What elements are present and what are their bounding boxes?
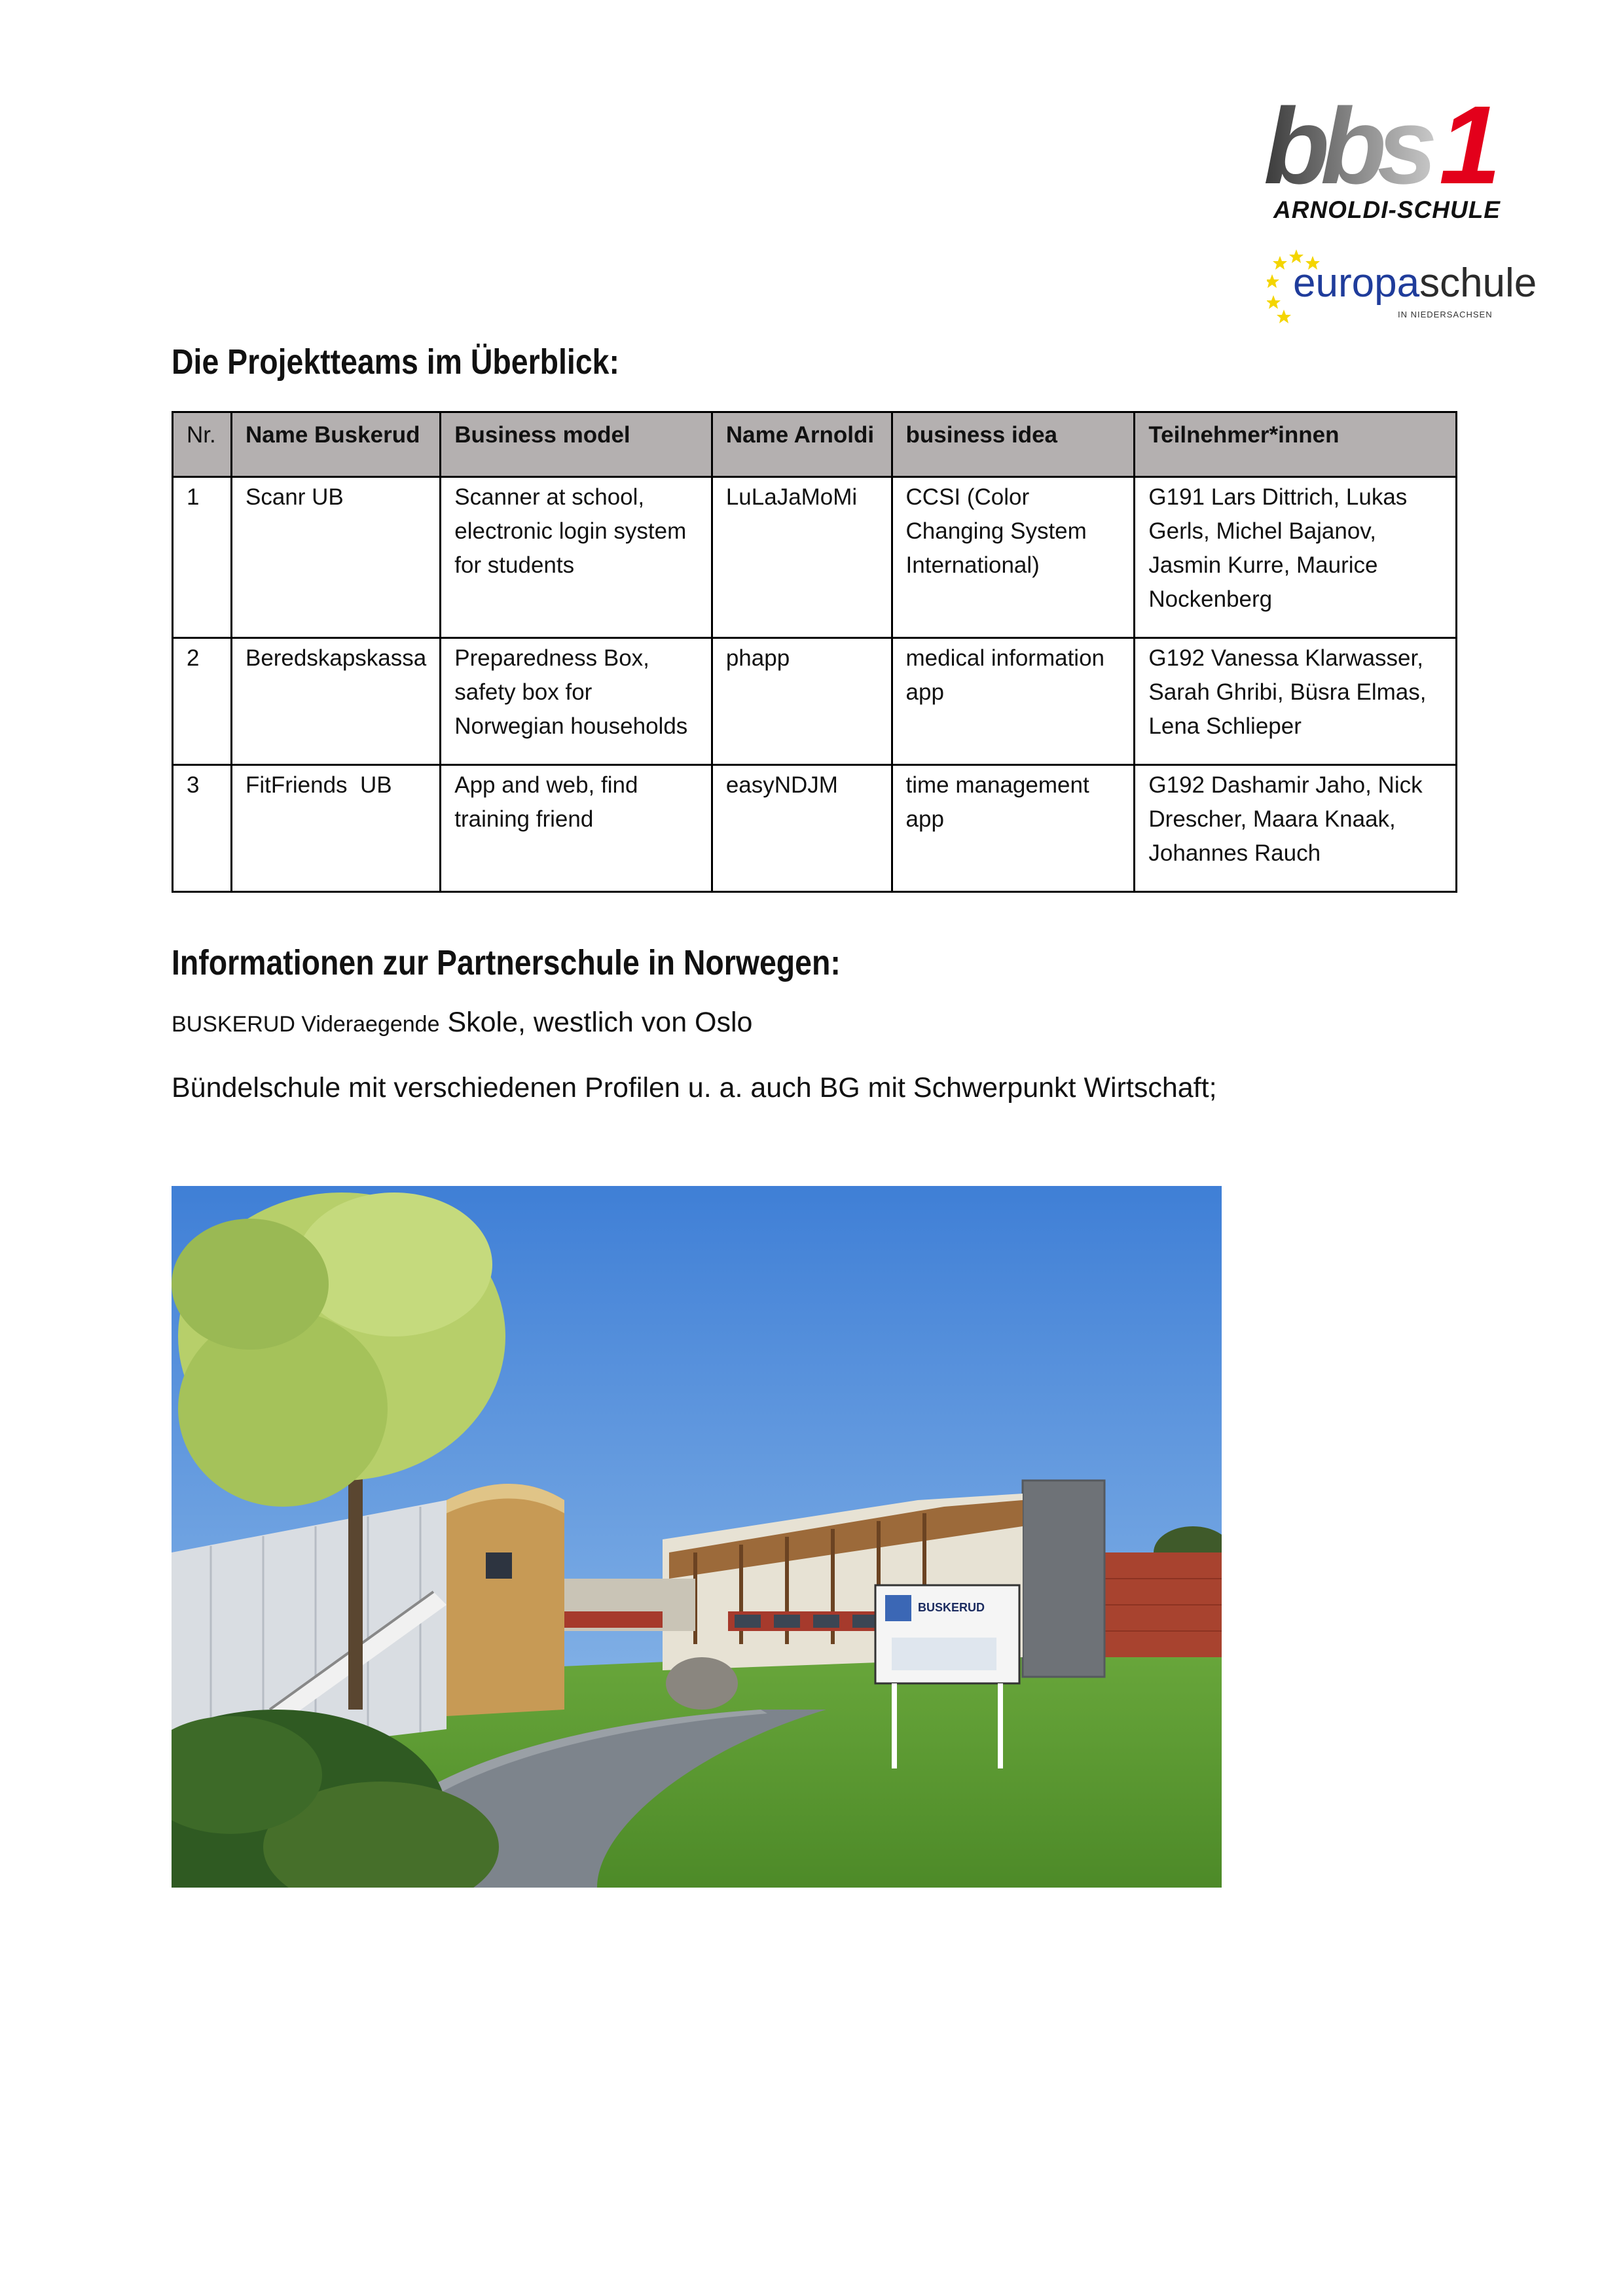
cell-business-model: App and web, find training friend bbox=[441, 765, 712, 892]
europaschule-subtitle: IN NIEDERSACHSEN bbox=[1398, 310, 1493, 319]
col-header-business-idea: business idea bbox=[892, 412, 1135, 477]
table-row bbox=[173, 477, 1457, 638]
cell-participants: G192 Dashamir Jaho, Nick Drescher, Maara Knaak, Johannes Rauch bbox=[1135, 765, 1457, 892]
col-header-nr: Nr. bbox=[173, 412, 232, 477]
bbs-one-mark: 1 bbox=[1439, 92, 1501, 190]
partner-location-line: BUSKERUD Videraegende Skole, westlich von Oslo bbox=[172, 1007, 753, 1038]
cell-nr: 1 bbox=[173, 477, 232, 638]
partner-profile-line: Bündelschule mit verschiedenen Profilen u. a. auch BG mit Schwerpunkt Wirtschaft; bbox=[172, 1072, 1217, 1103]
cell-business-model: Scanner at school, electronic login system for students bbox=[441, 477, 712, 638]
school-name: ARNOLDI-SCHULE bbox=[1273, 196, 1501, 223]
cell-name-arnoldi: easyNDJM bbox=[712, 765, 892, 892]
bbs-wordmark: bbs bbox=[1264, 92, 1429, 190]
cell-name-arnoldi: LuLaJaMoMi bbox=[712, 477, 892, 638]
col-header-name-buskerud: Name Buskerud bbox=[231, 412, 440, 477]
europaschule-wordmark: europaschule bbox=[1293, 260, 1537, 306]
cell-name-buskerud: Beredskapskassa bbox=[231, 638, 440, 765]
cell-participants: G192 Vanessa Klarwasser, Sarah Ghribi, Büsra Elmas, Lena Schlieper bbox=[1135, 638, 1457, 765]
table-header-row bbox=[173, 412, 1457, 477]
col-header-participants: Teilnehmer*innen bbox=[1135, 412, 1457, 477]
col-header-business-model: Business model bbox=[441, 412, 712, 477]
cell-name-buskerud: FitFriends UB bbox=[231, 765, 440, 892]
cell-business-idea: medical information app bbox=[892, 638, 1135, 765]
cell-business-idea: time management app bbox=[892, 765, 1135, 892]
col-header-name-arnoldi: Name Arnoldi bbox=[712, 412, 892, 477]
cell-name-arnoldi: phapp bbox=[712, 638, 892, 765]
cell-business-idea: CCSI (Color Changing System International) bbox=[892, 477, 1135, 638]
europaschule-logo bbox=[1267, 245, 1537, 331]
cell-nr: 3 bbox=[173, 765, 232, 892]
table-row bbox=[173, 638, 1457, 765]
partner-heading: Informationen zur Partnerschule in Norwegen: bbox=[172, 943, 841, 982]
bbs1-logo bbox=[1264, 92, 1512, 196]
cell-participants: G191 Lars Dittrich, Lukas Gerls, Michel Bajanov, Jasmin Kurre, Maurice Nockenberg bbox=[1135, 477, 1457, 638]
teams-table bbox=[172, 411, 1457, 893]
cell-business-model: Preparedness Box, safety box for Norwegian households bbox=[441, 638, 712, 765]
cell-name-buskerud: Scanr UB bbox=[231, 477, 440, 638]
teams-heading: Die Projektteams im Überblick: bbox=[172, 342, 619, 382]
school-building-photo bbox=[172, 1186, 1222, 1888]
bbs1-logo-graphic bbox=[1264, 92, 1512, 190]
sign-text: BUSKERUD bbox=[918, 1601, 985, 1614]
table-row bbox=[173, 765, 1457, 892]
cell-nr: 2 bbox=[173, 638, 232, 765]
